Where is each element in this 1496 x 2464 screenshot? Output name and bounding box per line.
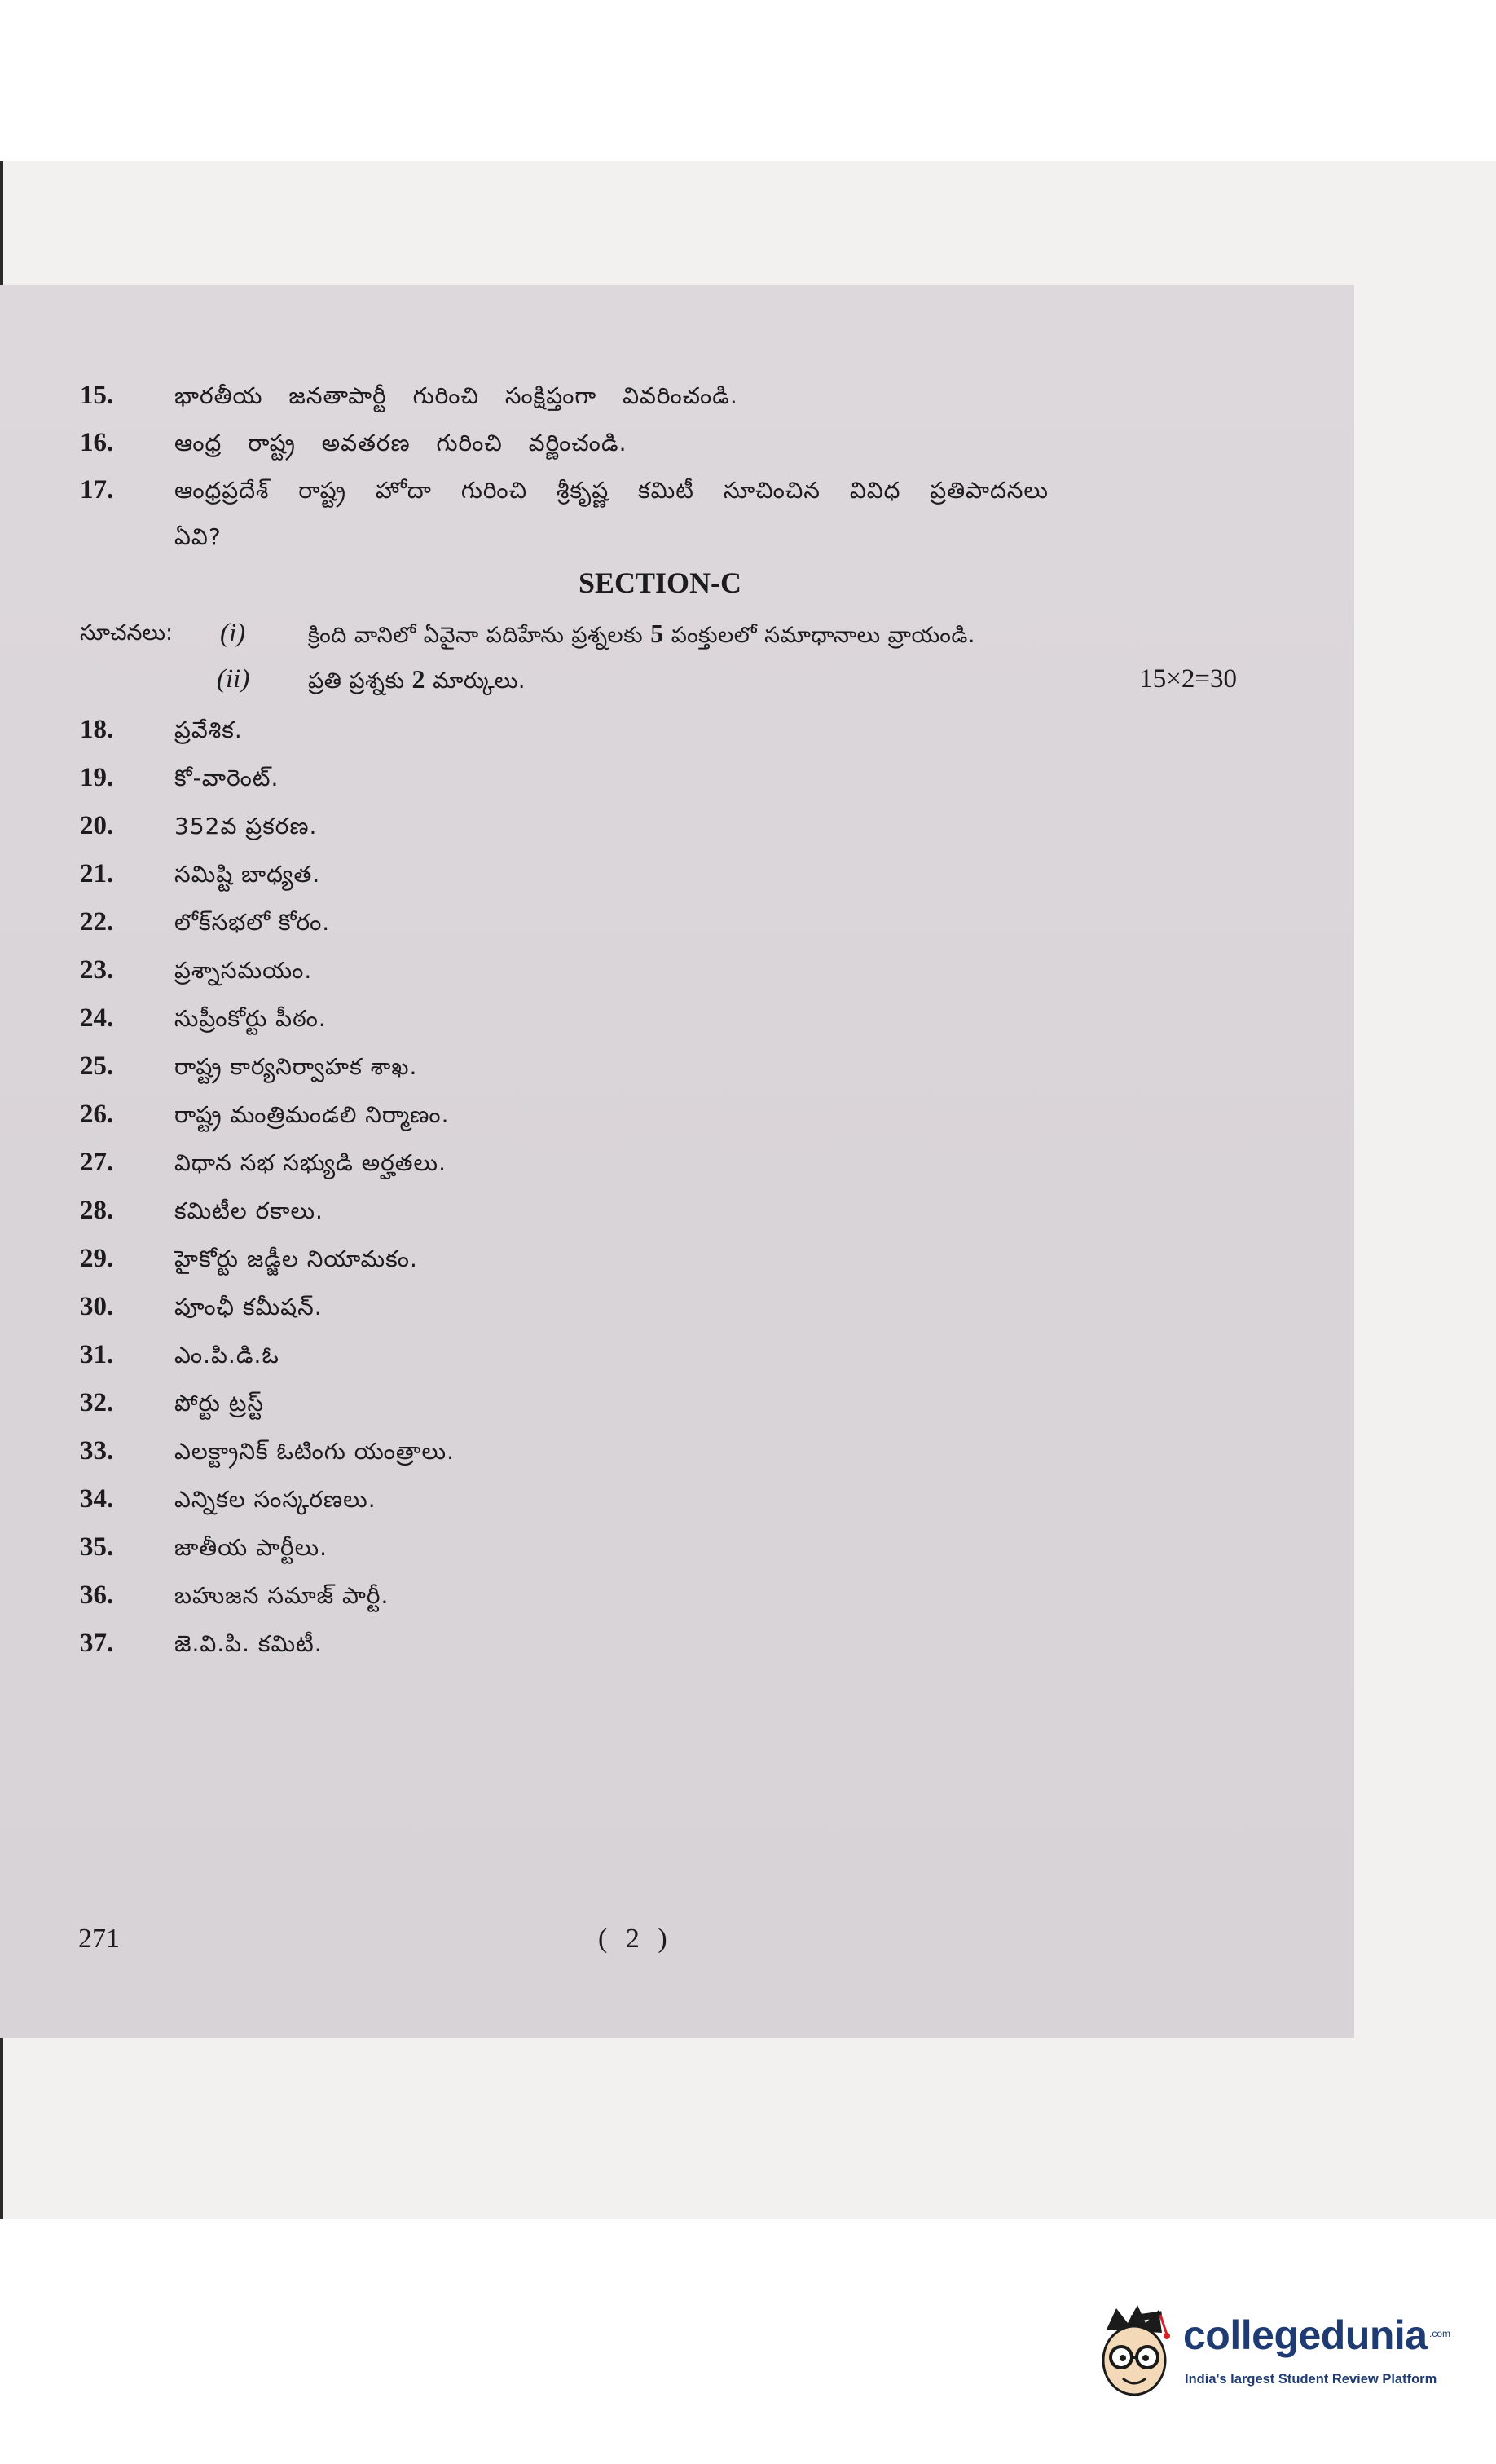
question-number: 21. <box>80 859 114 888</box>
question-number: 30. <box>80 1292 114 1321</box>
logo-tagline: India's largest Student Review Platform <box>1185 2372 1437 2387</box>
question-number: 28. <box>80 1196 114 1225</box>
paper-code: 271 <box>78 1924 120 1954</box>
question-text: ఆంధ్రప్రదేశ్ రాష్ట్ర హోదా గురించి శ్రీకృష్ణ కమిటీ సూచించిన వివిధ ప్రతిపాదనలు <box>174 477 1049 504</box>
question-item <box>80 466 1237 514</box>
question-item <box>80 1139 1237 1187</box>
question-text: రాష్ట్ర కార్యనిర్వాహక శాఖ. <box>174 1053 418 1080</box>
question-text: ఎన్నికల సంస్కరణలు. <box>174 1486 376 1513</box>
question-text: ప్రశ్నాసమయం. <box>174 957 313 984</box>
question-number: 37. <box>80 1629 114 1658</box>
question-item <box>80 1427 1237 1475</box>
question-text: సుప్రీంకోర్టు పీఠం. <box>174 1005 327 1032</box>
question-text: లోక్‌సభలో కోరం. <box>174 909 331 936</box>
question-text: జె.వి.పి. కమిటీ. <box>174 1630 323 1657</box>
question-item <box>80 946 1237 994</box>
question-text: ఎలక్ట్రానిక్ ఓటింగు యంత్రాలు. <box>174 1438 455 1465</box>
question-item <box>80 1571 1237 1620</box>
question-number: 17. <box>80 475 114 505</box>
question-number: 16. <box>80 428 114 457</box>
question-number: 32. <box>80 1388 114 1417</box>
question-item <box>80 1331 1237 1379</box>
question-text: ప్రవేశిక. <box>174 716 243 743</box>
question-item <box>80 1091 1237 1139</box>
question-number: 20. <box>80 811 114 840</box>
question-item <box>80 802 1237 850</box>
question-item <box>80 1523 1237 1571</box>
question-number: 35. <box>80 1532 114 1562</box>
question-number: 34. <box>80 1484 114 1514</box>
instruction-marker: (i) <box>220 619 246 648</box>
question-number: 36. <box>80 1580 114 1610</box>
logo-domain-suffix: .com <box>1429 2328 1451 2339</box>
question-number: 33. <box>80 1436 114 1466</box>
page-number: ( 2 ) <box>598 1924 667 1954</box>
question-text: విధాన సభ సభ్యుడి అర్హతలు. <box>174 1149 447 1176</box>
question-number: 18. <box>80 715 114 744</box>
question-item <box>80 1620 1237 1668</box>
question-item <box>80 1475 1237 1523</box>
question-number: 25. <box>80 1051 114 1081</box>
question-item <box>80 1187 1237 1235</box>
question-item <box>80 994 1237 1042</box>
question-text: జాతీయ పార్టీలు. <box>174 1534 328 1561</box>
question-text: 352వ ప్రకరణ. <box>174 813 318 840</box>
question-text: కో-వారెంట్. <box>174 765 279 791</box>
question-text: సమిష్టి బాధ్యత. <box>174 861 321 888</box>
question-continuation <box>80 514 1237 561</box>
instruction-text: క్రింది వానిలో ఏవైనా పదిహేను ప్రశ్నలకు 5 పంక్తులలో సమాధానాలు వ్రాయండి. <box>308 619 975 648</box>
exam-page <box>0 285 1354 2038</box>
question-item <box>80 1042 1237 1091</box>
logo-wordmark: collegedunia <box>1183 2312 1428 2358</box>
instruction-line <box>80 657 1237 701</box>
instruction-text: ప్రతి ప్రశ్నకు 2 మార్కులు. <box>308 664 526 694</box>
question-item <box>80 898 1237 946</box>
question-number: 15. <box>80 381 114 410</box>
mascot-icon <box>1092 2299 1181 2404</box>
question-item <box>80 1283 1237 1331</box>
question-number: 19. <box>80 763 114 792</box>
question-item <box>80 1379 1237 1427</box>
question-text: బహుజన సమాజ్ పార్టీ. <box>174 1582 389 1609</box>
question-item <box>80 372 1237 420</box>
question-item <box>80 706 1237 754</box>
question-item <box>80 850 1237 898</box>
question-text: రాష్ట్ర మంత్రిమండలి నిర్మాణం. <box>174 1101 450 1128</box>
question-text: హైకోర్టు జడ్జీల నియామకం. <box>174 1245 418 1272</box>
instructions-label: సూచనలు: <box>80 620 174 646</box>
section-title: SECTION-C <box>578 566 742 599</box>
question-number: 27. <box>80 1148 114 1177</box>
question-text: ఎం.పి.డి.ఓ <box>174 1342 279 1369</box>
question-number: 24. <box>80 1003 114 1033</box>
instruction-line <box>80 611 1237 655</box>
collegedunia-logo <box>1092 2299 1483 2413</box>
question-item <box>80 1235 1237 1283</box>
marks-allocation: 15×2=30 <box>1139 664 1237 694</box>
question-item <box>80 419 1237 467</box>
question-number: 26. <box>80 1100 114 1129</box>
question-number: 23. <box>80 955 114 985</box>
question-text: ఆంధ్ర రాష్ట్ర అవతరణ గురించి వర్ణించండి. <box>174 430 627 456</box>
question-text: పోర్టు ట్రస్ట్ <box>174 1390 264 1417</box>
question-number: 22. <box>80 907 114 937</box>
question-item <box>80 754 1237 802</box>
question-text: భారతీయ జనతాపార్టీ గురించి సంక్షిప్తంగా వివరించండి. <box>174 382 738 409</box>
question-text: పూంఛీ కమీషన్. <box>174 1294 323 1320</box>
question-text: కమిటీల రకాలు. <box>174 1197 323 1224</box>
question-number: 29. <box>80 1244 114 1273</box>
question-text-continued: ఏవి? <box>174 523 222 550</box>
question-number: 31. <box>80 1340 114 1369</box>
instruction-marker: (ii) <box>217 664 250 694</box>
